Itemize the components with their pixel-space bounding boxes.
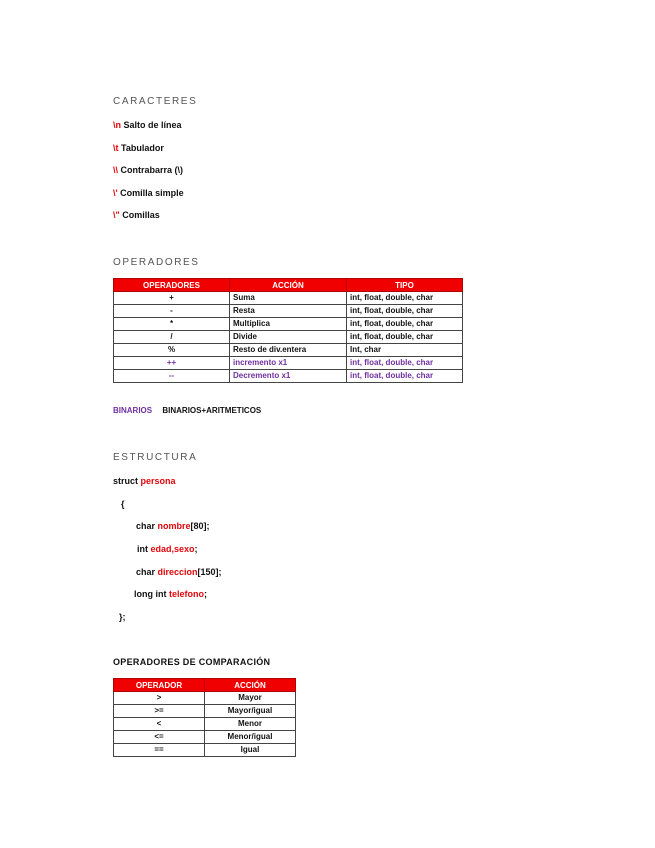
accion-cell: Resta (230, 305, 347, 318)
field-suffix: ; (194, 544, 198, 554)
op-cell: -- (114, 370, 230, 383)
field-type: char (136, 567, 156, 577)
field-type: long int (134, 589, 167, 599)
field-name: direccion (157, 567, 198, 577)
op-cell: > (114, 692, 205, 705)
struct-declaration (113, 476, 176, 486)
table-row (114, 292, 463, 305)
caracter-item (113, 165, 183, 175)
caracteres-title: CARACTERES (113, 96, 198, 107)
comparacion-title: OPERADORES DE COMPARACIÓN (113, 657, 271, 667)
table-row (114, 744, 296, 757)
op-cell: < (114, 718, 205, 731)
column-header-tipo: TIPO (347, 279, 463, 292)
caracter-code: \\ (113, 165, 119, 175)
caracter-item (113, 120, 182, 130)
table-row (114, 357, 463, 370)
accion-cell: Mayor (205, 692, 296, 705)
op-cell: * (114, 318, 230, 331)
table-row (114, 731, 296, 744)
caracter-desc: Comillas (122, 210, 160, 220)
estructura-title: ESTRUCTURA (113, 452, 198, 463)
op-cell: ++ (114, 357, 230, 370)
accion-cell: Menor (205, 718, 296, 731)
table-row (114, 331, 463, 344)
caracter-code: \t (113, 143, 119, 153)
tipo-cell: int, float, double, char (347, 357, 463, 370)
binarios-desc: BINARIOS+ARITMETICOS (162, 406, 262, 415)
comparacion-table (113, 678, 296, 757)
table-row (114, 692, 296, 705)
tipo-cell: int, float, double, char (347, 318, 463, 331)
table-row (114, 344, 463, 357)
caracter-desc: Salto de línea (123, 120, 182, 130)
struct-keyword: struct (113, 476, 139, 486)
struct-name: persona (140, 476, 176, 486)
column-header-operador: OPERADOR (114, 679, 205, 692)
struct-field (136, 521, 210, 531)
open-brace: { (121, 499, 125, 509)
caracter-desc: Contrabarra (\) (120, 165, 184, 175)
accion-cell: Divide (230, 331, 347, 344)
struct-field (137, 544, 198, 554)
table-row (114, 370, 463, 383)
operadores-title: OPERADORES (113, 257, 200, 268)
struct-field (134, 589, 207, 599)
field-name: nombre (157, 521, 191, 531)
caracter-code: \' (113, 188, 118, 198)
operadores-header-row (114, 279, 463, 292)
op-cell: >= (114, 705, 205, 718)
accion-cell: Resto de div.entera (230, 344, 347, 357)
caracter-item (113, 210, 160, 220)
accion-cell: Multiplica (230, 318, 347, 331)
table-row (114, 318, 463, 331)
column-header-operadores: OPERADORES (114, 279, 230, 292)
field-name: edad,sexo (150, 544, 195, 554)
field-name: telefono (169, 589, 205, 599)
tipo-cell: int, float, double, char (347, 305, 463, 318)
accion-cell: Mayor/igual (205, 705, 296, 718)
accion-cell: Igual (205, 744, 296, 757)
op-cell: - (114, 305, 230, 318)
binarios-note (113, 406, 261, 415)
field-suffix: [150]; (197, 567, 222, 577)
tipo-cell: int, float, double, char (347, 331, 463, 344)
tipo-cell: int, float, double, char (347, 370, 463, 383)
accion-cell: Menor/igual (205, 731, 296, 744)
field-suffix: ; (204, 589, 208, 599)
caracter-desc: Comilla simple (120, 188, 184, 198)
caracter-item (113, 143, 164, 153)
caracter-code: \" (113, 210, 120, 220)
caracter-item (113, 188, 184, 198)
table-row (114, 718, 296, 731)
struct-field (136, 567, 222, 577)
table-row (114, 705, 296, 718)
field-suffix: [80]; (190, 521, 210, 531)
tipo-cell: Int, char (347, 344, 463, 357)
op-cell: / (114, 331, 230, 344)
column-header-accion: ACCIÓN (230, 279, 347, 292)
tipo-cell: int, float, double, char (347, 292, 463, 305)
table-row (114, 305, 463, 318)
op-cell: <= (114, 731, 205, 744)
column-header-accion: ACCIÓN (205, 679, 296, 692)
close-brace: }; (119, 612, 126, 622)
binarios-label: BINARIOS (113, 406, 153, 415)
accion-cell: Decremento x1 (230, 370, 347, 383)
op-cell: == (114, 744, 205, 757)
accion-cell: Suma (230, 292, 347, 305)
op-cell: + (114, 292, 230, 305)
operadores-table (113, 278, 463, 383)
caracter-desc: Tabulador (121, 143, 164, 153)
op-cell: % (114, 344, 230, 357)
field-type: char (136, 521, 156, 531)
comparacion-header-row (114, 679, 296, 692)
field-type: int (137, 544, 148, 554)
caracter-code: \n (113, 120, 121, 130)
accion-cell: incremento x1 (230, 357, 347, 370)
